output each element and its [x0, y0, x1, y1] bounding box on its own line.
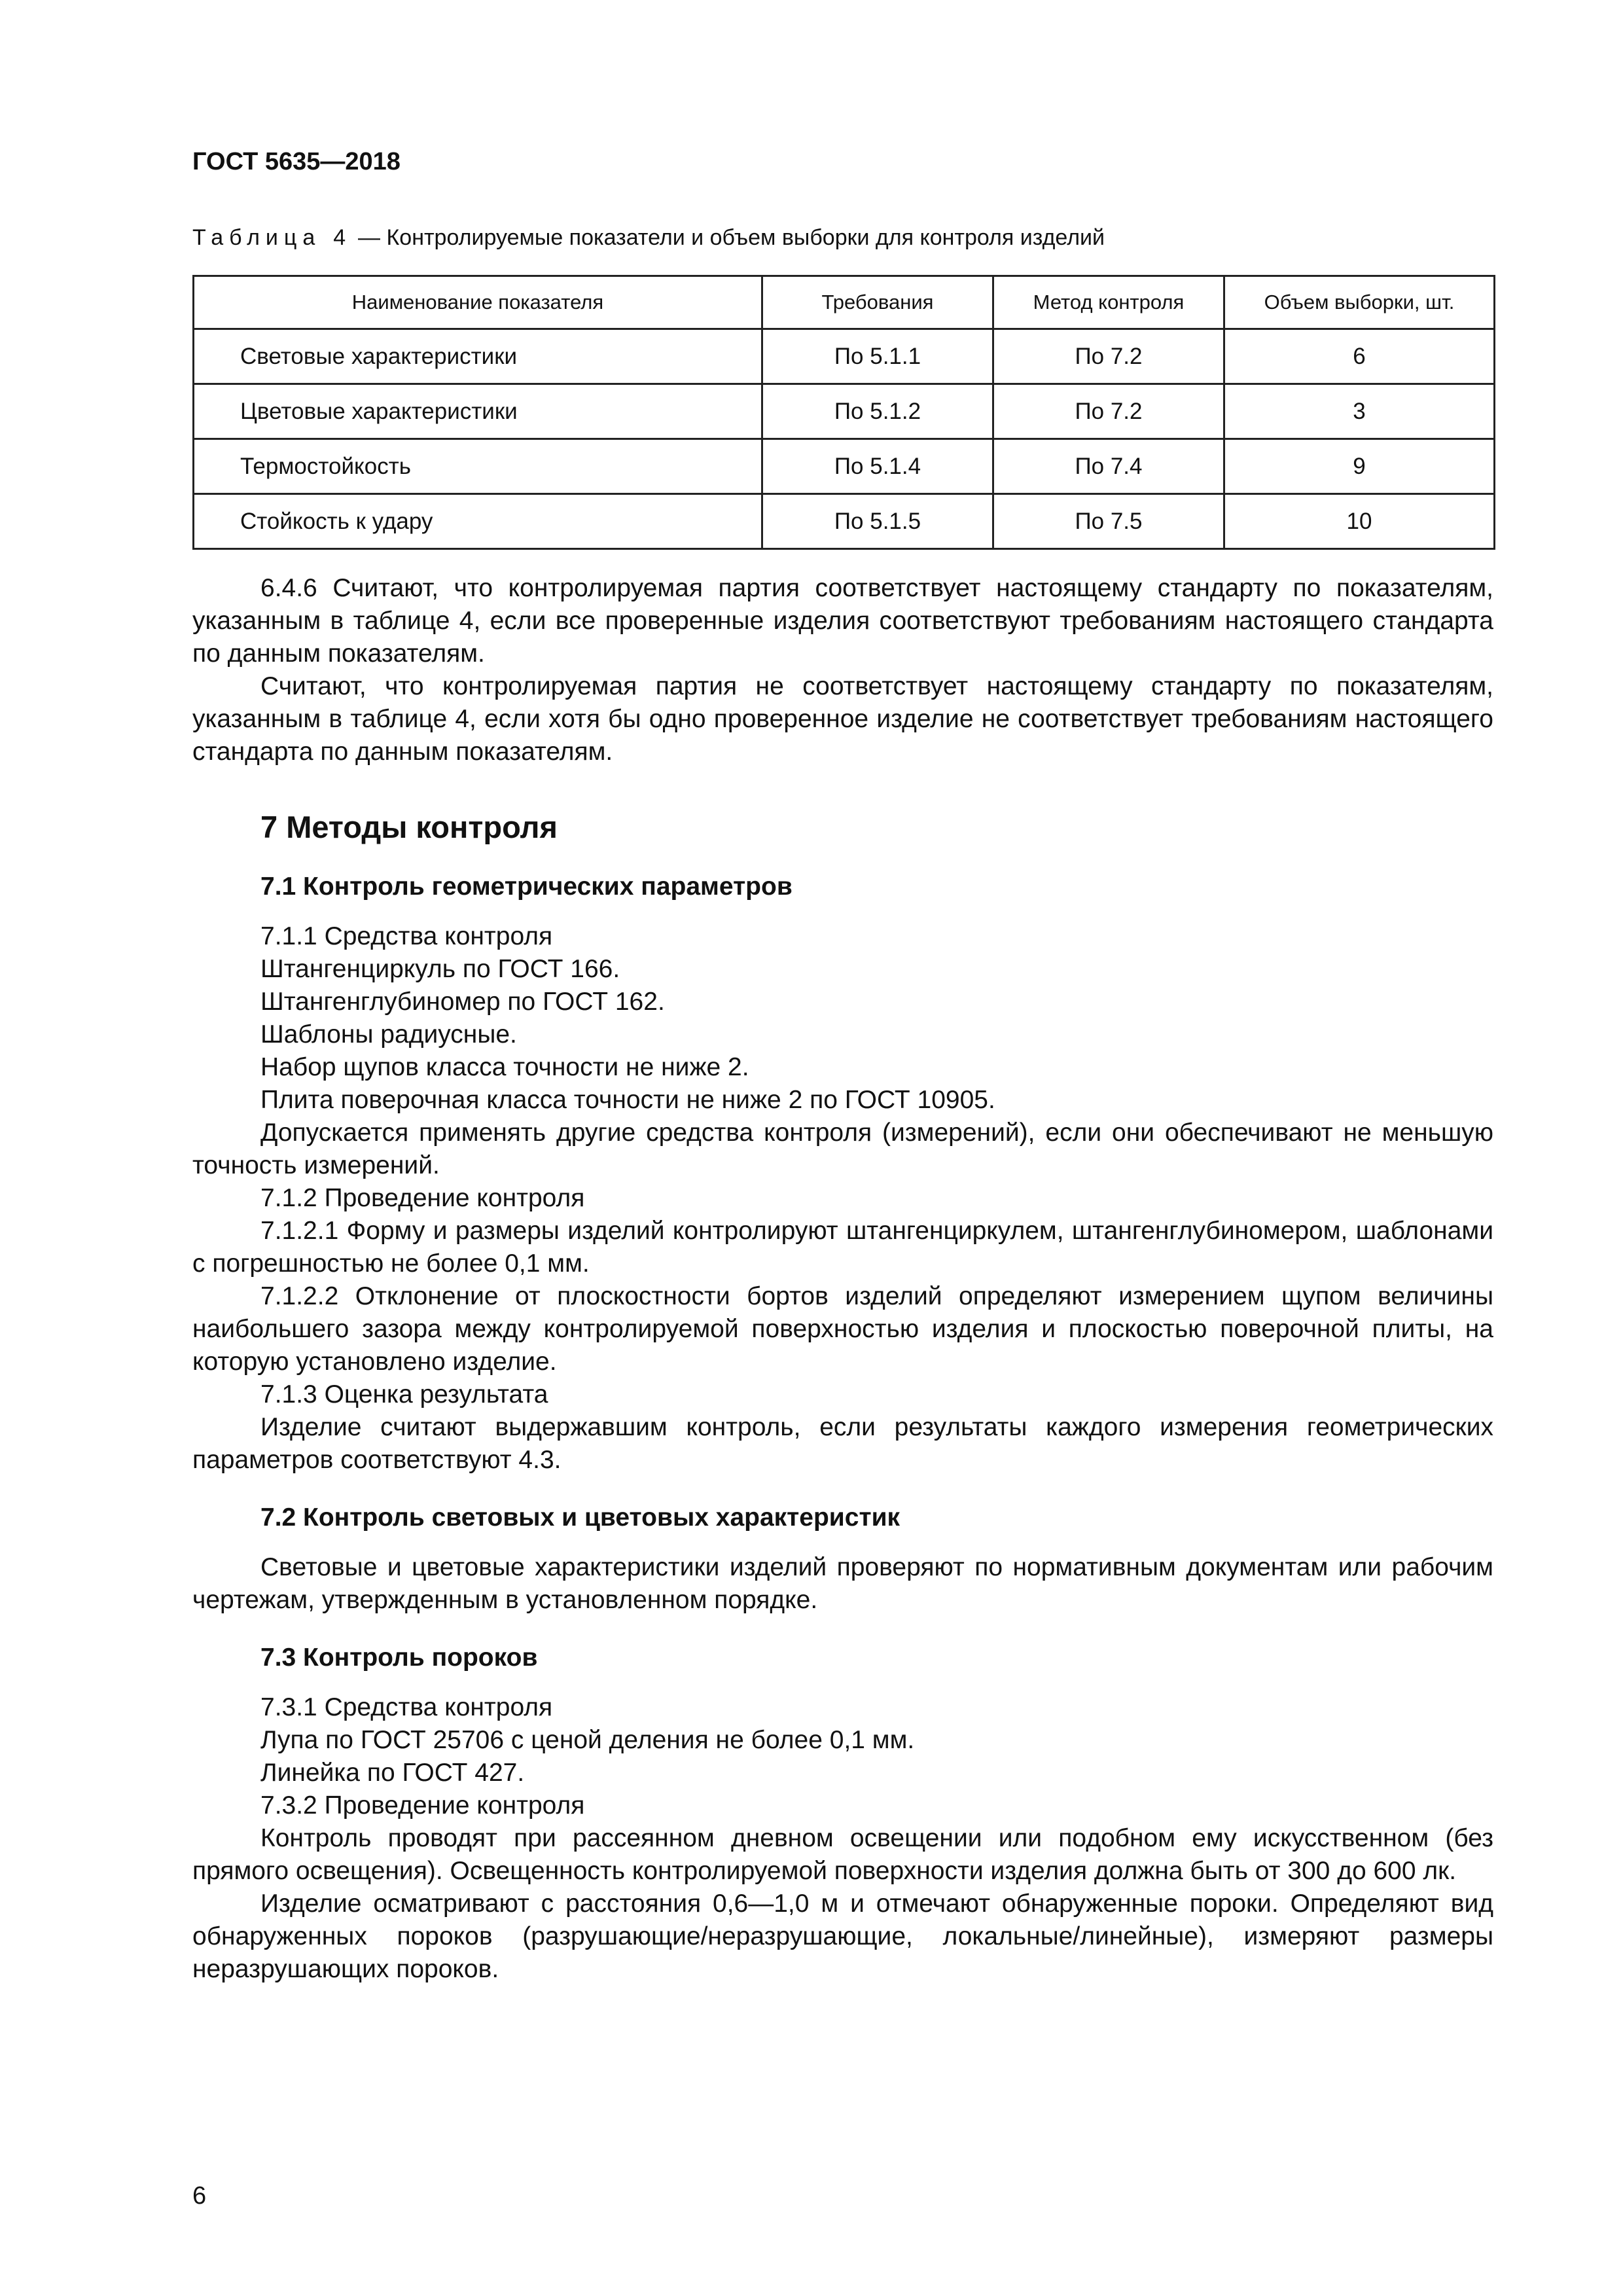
column-header-requirements: Требования	[762, 276, 993, 329]
table-cell: 6	[1224, 329, 1495, 384]
text-line: 7.3.2 Проведение контроля	[260, 1791, 585, 1820]
table-cell: По 5.1.5	[762, 494, 993, 549]
text-paragraph: Допускается применять другие средства контроля (измерений), если они обеспечивают не меньшую точность измерений.	[192, 1119, 1493, 1179]
column-header-method: Метод контроля	[993, 276, 1224, 329]
table-row	[194, 494, 1495, 549]
text-line: Штангенглубиномер по ГОСТ 162.	[260, 988, 665, 1016]
table-cell: Цветовые характеристики	[194, 384, 762, 439]
table-cell: По 7.2	[993, 384, 1224, 439]
table-row	[194, 329, 1495, 384]
text-line: Плита поверочная класса точности не ниже 2 по ГОСТ 10905.	[260, 1086, 995, 1114]
table-header-row	[194, 276, 1495, 329]
text-paragraph: 7.1.2.2 Отклонение от плоскостности бортов изделий определяют измерением щупом величины наибольшего зазора между контролируемой поверхностью изделия и плоскостью поверочной плиты, на которую установлено изделие.	[192, 1282, 1493, 1376]
table-cell: 10	[1224, 494, 1495, 549]
table-4	[192, 275, 1495, 550]
table-cell: По 5.1.1	[762, 329, 993, 384]
column-header-sample-size: Объем выборки, шт.	[1224, 276, 1495, 329]
table-cell: 3	[1224, 384, 1495, 439]
text-line: Штангенциркуль по ГОСТ 166.	[260, 955, 620, 983]
table-caption-number: 4	[333, 225, 346, 250]
table-cell: По 5.1.2	[762, 384, 993, 439]
table-caption-label: Таблица	[192, 225, 321, 250]
section-7-heading: 7 Методы контроля	[260, 810, 558, 844]
clause-6-4-6-paragraph: Считают, что контролируемая партия не соответствует настоящему стандарту по показателям, указанным в таблице 4, если хотя бы одно проверенное изделие не соответствует требованиям настоящего стандарта по данным показателям.	[192, 672, 1493, 766]
text-paragraph: 7.1.2.1 Форму и размеры изделий контролируют штангенциркулем, штангенглубиномером, шаблонами с погрешностью не более 0,1 мм.	[192, 1217, 1493, 1278]
table-cell: 9	[1224, 439, 1495, 494]
text-paragraph: Изделие считают выдержавшим контроль, если результаты каждого измерения геометрических параметров соответствуют 4.3.	[192, 1413, 1493, 1474]
table-cell: Стойкость к удару	[194, 494, 762, 549]
table-cell: По 7.2	[993, 329, 1224, 384]
text-line: 7.1.2 Проведение контроля	[260, 1184, 585, 1212]
table-cell: Световые характеристики	[194, 329, 762, 384]
table-caption-title: — Контролируемые показатели и объем выборки для контроля изделий	[358, 225, 1105, 250]
column-header-indicator: Наименование показателя	[194, 276, 762, 329]
text-paragraph: Изделие осматривают с расстояния 0,6—1,0 м и отмечают обнаруженные пороки. Определяют вид обнаруженных пороков (разрушающие/неразрушающие, локальные/линейные), измеряют размеры неразрушающих пороков.	[192, 1890, 1493, 1983]
table-cell: По 7.5	[993, 494, 1224, 549]
subsection-7-3-heading: 7.3 Контроль пороков	[260, 1643, 538, 1672]
table-row	[194, 439, 1495, 494]
page-number: 6	[192, 2182, 207, 2210]
table-cell: Термостойкость	[194, 439, 762, 494]
text-paragraph: Контроль проводят при рассеянном дневном освещении или подобном ему искусственном (без прямого освещения). Освещенность контролируемой поверхности изделия должна быть от 300 до 600 лк.	[192, 1824, 1493, 1885]
text-line: Лупа по ГОСТ 25706 с ценой деления не более 0,1 мм.	[260, 1726, 915, 1754]
text-line: Набор щупов класса точности не ниже 2.	[260, 1053, 749, 1081]
table-caption	[192, 225, 1105, 251]
text-line: 7.1.1 Средства контроля	[260, 922, 553, 950]
clause-6-4-6-paragraph: 6.4.6 Считают, что контролируемая партия соответствует настоящему стандарту по показателям, указанным в таблице 4, если все проверенные изделия соответствуют требованиям настоящего стандарта по данным показателям.	[192, 574, 1493, 668]
subsection-7-1-heading: 7.1 Контроль геометрических параметров	[260, 872, 793, 901]
text-paragraph: Световые и цветовые характеристики изделий проверяют по нормативным документам или рабочим чертежам, утвержденным в установленном порядке.	[192, 1553, 1493, 1614]
text-line: Шаблоны радиусные.	[260, 1020, 517, 1049]
table-cell: По 7.4	[993, 439, 1224, 494]
document-id-header: ГОСТ 5635—2018	[192, 148, 401, 175]
text-line: Линейка по ГОСТ 427.	[260, 1759, 525, 1787]
text-line: 7.1.3 Оценка результата	[260, 1380, 548, 1408]
text-line: 7.3.1 Средства контроля	[260, 1693, 553, 1721]
table-row	[194, 384, 1495, 439]
table-cell: По 5.1.4	[762, 439, 993, 494]
subsection-7-2-heading: 7.2 Контроль световых и цветовых характеристик	[260, 1503, 901, 1532]
body-text	[192, 572, 1493, 1986]
